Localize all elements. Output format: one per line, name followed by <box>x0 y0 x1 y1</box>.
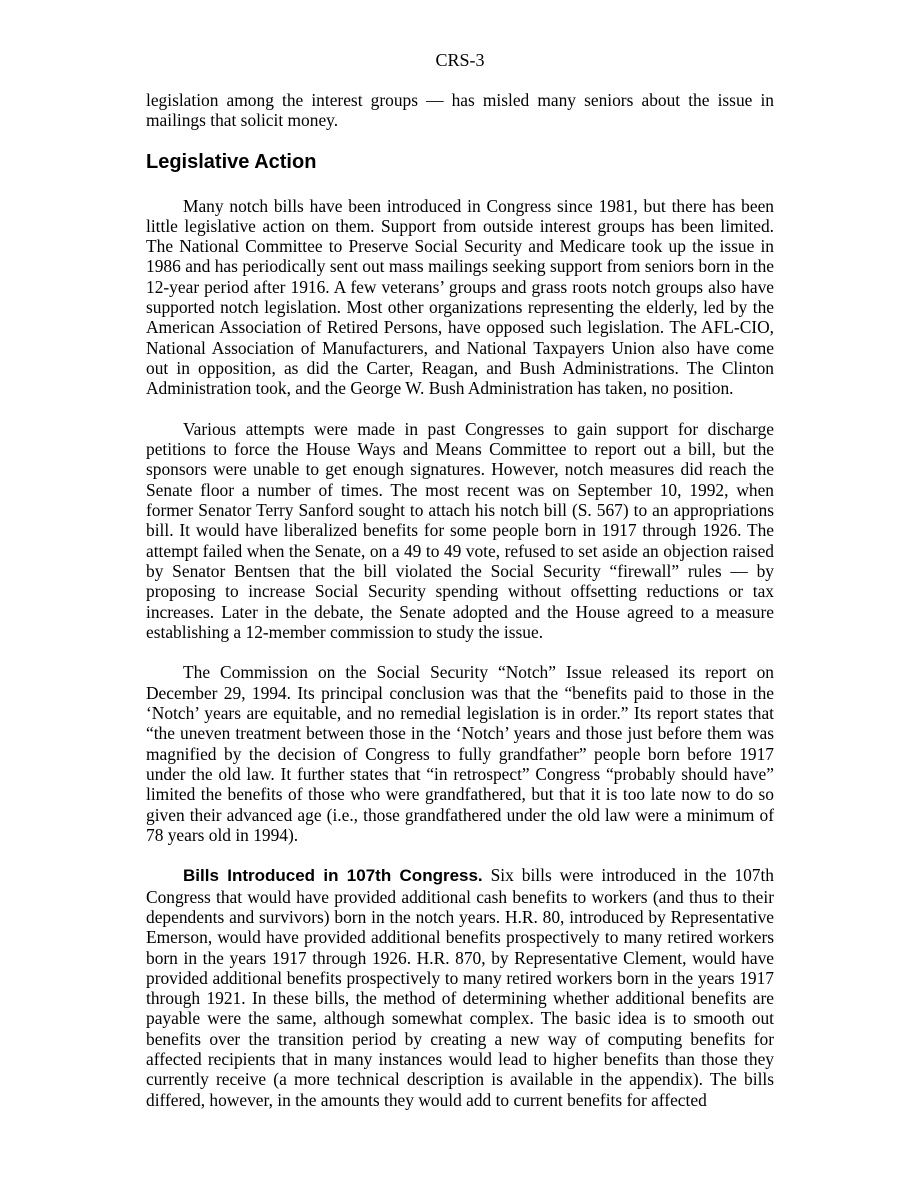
body-paragraph-2: Various attempts were made in past Congresses to gain support for discharge petitions to force the House Ways and Means Committee to report out a bill, but the sponsors were unable to get enough signatures. However, notch measures did reach the Senate floor a number of times. The most recent was on September 10, 1992, when former Senator Terry Sanford sought to attach his notch bill (S. 567) to an appropriations bill. It would have liberalized benefits for some people born in 1917 through 1926. The attempt failed when the Senate, on a 49 to 49 vote, refused to set aside an objection raised by Senator Bentsen that the bill violated the Social Security “firewall” rules — by proposing to increase Social Security spending without offsetting reductions or tax increases. Later in the debate, the Senate adopted and the House agreed to a measure establishing a 12-member commission to study the issue. <box>146 418 774 642</box>
page-number-header: CRS-3 <box>435 50 485 70</box>
subsection-paragraph <box>146 865 774 1110</box>
subsection-text: Six bills were introduced in the 107th Congress that would have provided additional cash benefits to workers (and thus to their dependents and survivors) born in the notch years. H.R. 80, introduced by Representative Emerson, would have provided additional benefits prospectively to many retired workers born in the years 1917 through 1926. H.R. 870, by Representative Clement, would have provided additional benefits prospectively to many retired workers born in the years 1917 through 1921. In these bills, the method of determining whether additional benefits are payable were the same, although somewhat complex. The basic idea is to smooth out benefits over the transition period by creating a new way of computing benefits for affected recipients that in many instances would lead to higher benefits than those they currently receive (a more technical description is available in the appendix). The bills differed, however, in the amounts they would add to current benefits for affected <box>146 865 774 1110</box>
document-page <box>146 50 774 1110</box>
body-paragraph-1: Many notch bills have been introduced in Congress since 1981, but there has been little legislative action on them. Support from outside interest groups has been limited. The National Committee to Preserve Social Security and Medicare took up the issue in 1986 and has periodically sent out mass mailings seeking support from seniors born in the 12-year period after 1916. A few veterans’ groups and grass roots notch groups also have supported notch legislation. Most other organizations representing the elderly, led by the American Association of Retired Persons, have opposed such legislation. The AFL-CIO, National Association of Manufacturers, and National Taxpayers Union also have come out in opposition, as did the Carter, Reagan, and Bush Administrations. The Clinton Administration took, and the George W. Bush Administration has taken, no position. <box>146 195 774 399</box>
run-in-heading: Bills Introduced in 107th Congress. <box>183 866 483 886</box>
continuation-paragraph: legislation among the interest groups — has misled many seniors about the issue in mailings that solicit money. <box>146 90 774 131</box>
section-heading: Legislative Action <box>146 150 317 173</box>
body-paragraph-3: The Commission on the Social Security “Notch” Issue released its report on December 29, 1994. Its principal conclusion was that the “benefits paid to those in the ‘Notch’ years are equitable, and no remedial legislation is in order.” Its report states that “the uneven treatment between those in the ‘Notch’ years and those just before them was magnified by the decision of Congress to fully grandfather” people born before 1917 under the old law. It further states that “in retrospect” Congress “probably should have” limited the benefits of those who were grandfathered, but that it is too late now to do so given their advanced age (i.e., those grandfathered under the old law were a minimum of 78 years old in 1994). <box>146 662 774 845</box>
